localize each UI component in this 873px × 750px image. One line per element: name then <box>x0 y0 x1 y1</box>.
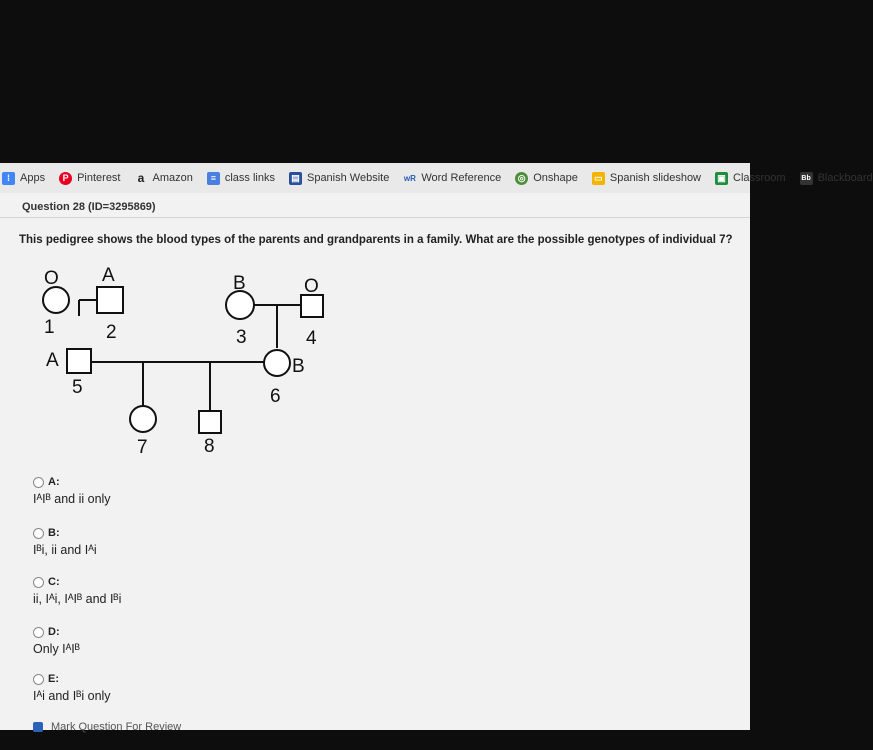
bookmark-label: Onshape <box>533 172 578 184</box>
bookmark-classroom[interactable] <box>715 172 786 185</box>
quiz-content <box>0 193 750 733</box>
bookmark-label: Spanish slideshow <box>609 172 702 184</box>
site-icon: ▤ <box>289 172 302 185</box>
individual-number-6: 6 <box>270 386 281 407</box>
individual-2-square <box>97 287 123 313</box>
apps-grid-icon: ⁞ <box>2 172 15 185</box>
bookmark-label: class links <box>224 172 275 184</box>
review-checkbox[interactable] <box>33 722 43 732</box>
bookmark-label: Classroom <box>733 172 786 184</box>
answer-option-e[interactable] <box>33 672 111 703</box>
blood-type-label-5: A <box>46 350 59 371</box>
browser-screen <box>0 163 873 733</box>
blood-type-label-2: A <box>102 265 115 286</box>
blood-type-label-1: O <box>44 268 59 289</box>
individual-1-circle <box>43 287 69 313</box>
blackboard-icon: Bb <box>800 172 813 185</box>
bookmark-label: Blackboard <box>817 172 873 184</box>
pedigree-diagram <box>0 193 750 458</box>
blood-type-label-6: B <box>292 356 305 377</box>
option-text: IᴬIᴮ and ii only <box>33 492 111 506</box>
radio-button[interactable] <box>33 627 44 638</box>
onshape-icon: ◎ <box>515 172 528 185</box>
option-letter: E: <box>48 673 59 685</box>
individual-8-square <box>199 411 221 433</box>
answer-option-d[interactable] <box>33 625 80 656</box>
radio-button[interactable] <box>33 477 44 488</box>
radio-button[interactable] <box>33 674 44 685</box>
radio-button[interactable] <box>33 577 44 588</box>
question-text: This pedigree shows the blood types of the parents and grandparents in a family. What are the possible genotypes of individual 7? <box>19 234 733 246</box>
individual-number-4: 4 <box>306 328 317 349</box>
answer-option-b[interactable] <box>33 526 97 557</box>
option-letter: B: <box>48 527 60 539</box>
individual-number-8: 8 <box>204 436 215 457</box>
bookmark-onshape[interactable] <box>515 172 578 185</box>
bookmark-spanish-slideshow[interactable] <box>592 172 701 185</box>
answer-option-c[interactable] <box>33 575 121 606</box>
review-label: Mark Question For Review <box>51 721 182 733</box>
bookmarks-bar <box>0 163 873 193</box>
bookmark-label: Amazon <box>152 172 193 184</box>
individual-7-circle <box>130 406 156 432</box>
question-header: Question 28 (ID=3295869) <box>22 201 156 213</box>
option-letter: A: <box>48 476 60 488</box>
radio-button[interactable] <box>33 528 44 539</box>
answer-option-a[interactable] <box>33 475 111 506</box>
option-text: ii, Iᴬi, IᴬIᴮ and Iᴮi <box>33 592 122 606</box>
individual-6-circle <box>264 350 290 376</box>
option-text: Iᴮi, ii and Iᴬi <box>33 543 97 557</box>
bookmark-class-links[interactable] <box>207 172 275 185</box>
blood-type-label-4: O <box>304 276 319 297</box>
bookmark-apps[interactable] <box>2 172 45 185</box>
bookmark-label: Pinterest <box>77 172 121 184</box>
slides-icon: ▭ <box>592 172 605 185</box>
pinterest-icon: P <box>59 172 72 185</box>
bookmark-word-reference[interactable] <box>403 172 501 185</box>
wordreference-icon: wR <box>403 173 416 183</box>
individual-4-square <box>301 295 323 317</box>
bookmark-label: Apps <box>20 172 46 184</box>
bookmark-label: Word Reference <box>421 172 502 184</box>
option-text: Only IᴬIᴮ <box>33 642 80 656</box>
bookmark-label: Spanish Website <box>306 172 390 184</box>
option-text: Iᴬi and Iᴮi only <box>33 689 111 703</box>
blood-type-label-3: B <box>233 273 246 294</box>
individual-number-1: 1 <box>44 317 55 338</box>
option-letter: D: <box>48 626 60 638</box>
individual-number-5: 5 <box>72 377 83 398</box>
individual-5-square <box>67 349 91 373</box>
classroom-icon: ▣ <box>715 172 728 185</box>
mark-for-review[interactable] <box>33 721 181 733</box>
option-letter: C: <box>48 576 60 588</box>
amazon-icon: a <box>137 171 145 185</box>
individual-number-7: 7 <box>137 437 148 458</box>
bookmark-spanish-website[interactable] <box>289 172 389 185</box>
individual-number-2: 2 <box>106 322 117 343</box>
bookmark-amazon[interactable] <box>135 172 193 185</box>
bookmark-blackboard[interactable] <box>800 172 873 185</box>
individual-number-3: 3 <box>236 327 247 348</box>
individual-3-circle <box>226 291 254 319</box>
bookmark-pinterest[interactable] <box>59 172 120 185</box>
docs-icon: ≡ <box>207 172 220 185</box>
